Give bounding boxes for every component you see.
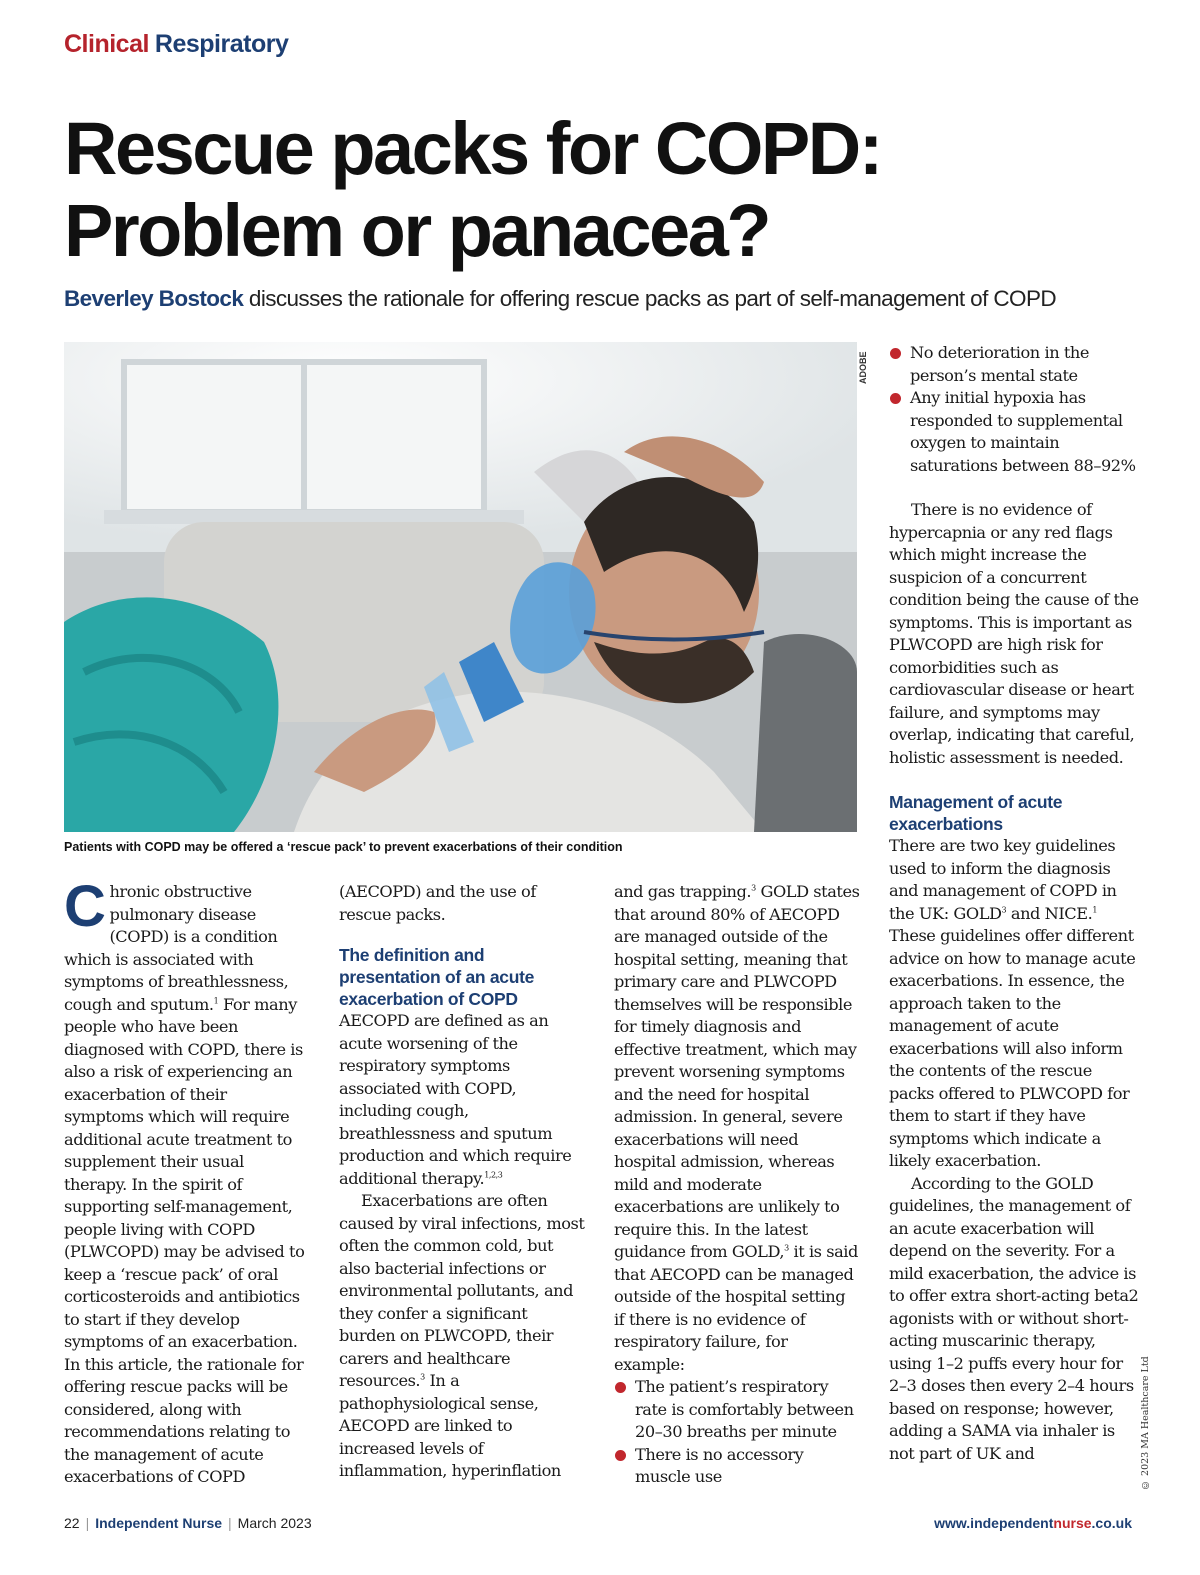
paragraph-text: In a pathophysiological sense, AECOPD are linked to increased levels of inflammation, hyperinflation bbox=[339, 1371, 561, 1480]
paragraph-text: and NICE. bbox=[1006, 903, 1093, 923]
paragraph: (AECOPD) and the use of rescue packs. bbox=[339, 882, 536, 924]
article-title: Rescue packs for COPD: Problem or panacea? bbox=[64, 107, 881, 272]
intro-text-b: For many people who have been diagnosed with COPD, there is also a risk of experiencing an exacerbation of their symptoms which will require additional acute treatment to supplement their usual therapy. In the spirit of supporting self-management, people living with COPD (PLWCOPD) may be advised to keep a ‘rescue pack’ of oral corticosteroids and antibiotics to start if they develop symptoms of an exacerbation. In this article, the rationale for offering rescue packs will be considered, along with recommendations relating to the management of acute exacerbations of COPD bbox=[64, 994, 305, 1486]
photo-caption: Patients with COPD may be offered a ‘rescue pack’ to prevent exacerbations of their condition bbox=[64, 840, 623, 854]
list-item bbox=[889, 387, 1139, 477]
paragraph-text: There are two key guidelines used to inform the diagnosis and management of COPD in the UK: GOLD bbox=[889, 836, 1117, 923]
reference-mark: 1,2,3 bbox=[484, 1170, 503, 1180]
reference-mark: 3 bbox=[784, 1243, 789, 1253]
column-3 bbox=[614, 881, 860, 1489]
list-item-text: No deterioration in the person’s mental state bbox=[910, 343, 1090, 385]
url-part: www.independent bbox=[934, 1515, 1054, 1531]
bullet-dot-icon bbox=[890, 393, 901, 404]
list-item bbox=[614, 1376, 860, 1444]
magazine-name-part: Independent bbox=[95, 1515, 179, 1531]
column-2 bbox=[339, 881, 585, 1483]
photo-credit: ADOBE bbox=[858, 351, 868, 384]
separator: | bbox=[85, 1515, 90, 1531]
reference-mark: 3 bbox=[420, 1372, 425, 1382]
column-4 bbox=[889, 342, 1139, 1465]
author-name: Beverley Bostock bbox=[64, 286, 244, 311]
article-photo bbox=[64, 342, 857, 832]
paragraph bbox=[339, 1190, 585, 1483]
separator: | bbox=[228, 1515, 232, 1531]
paragraph: According to the GOLD guidelines, the management of an acute exacerbation will depend on the severity. For a mild exacerbation, the advice is to offer extra short-acting beta2 agonists with or without short-acting muscarinic therapy, using 1–2 puffs every hour for 2–3 doses then every 2–4 hours based on response; however, adding a SAMA via inhaler is not part of UK and bbox=[889, 1173, 1139, 1463]
column-1 bbox=[64, 874, 308, 1489]
standfirst-text: discusses the rationale for offering rescue packs as part of self-management of COPD bbox=[243, 286, 1057, 311]
list-item bbox=[614, 1444, 860, 1489]
section-heading-definition: The definition and presentation of an acute exacerbation of COPD bbox=[339, 945, 535, 1009]
reference-mark: 1 bbox=[213, 996, 219, 1006]
criteria-list bbox=[614, 1376, 860, 1489]
website-link[interactable] bbox=[934, 1515, 1132, 1531]
intro-text-a: hronic obstructive pulmonary disease (COPD) is a condition which is associated with symptoms of breathlessness, cough and sputum. bbox=[64, 882, 289, 1014]
paragraph-text: These guidelines offer different advice on how to manage acute exacerbations. In essence, the approach taken to the management of acute exacerbations will also inform the contents of the rescue packs offered to PLWCOPD for them to start if they have symptoms which indicate a likely exacerbation. bbox=[889, 926, 1136, 1170]
footer-page-info bbox=[64, 1515, 312, 1531]
bullet-dot-icon bbox=[890, 348, 901, 359]
patient-with-oxygen-mask-illustration bbox=[64, 342, 857, 832]
paragraph-text: Exacerbations are often caused by viral infections, most often the common cold, but also bacterial infections or environmental pollutants, and they confer a significant burden on PLWCOPD, their carers and healthcare resources. bbox=[339, 1191, 585, 1390]
paragraph: There is no evidence of hypercapnia or any red flags which might increase the suspicion of a concurrent condition being the cause of the symptoms. This is important as PLWCOPD are high risk for comorbidities such as cardiovascular disease or heart failure, and symptoms may overlap, indicating that careful, holistic assessment is needed. bbox=[889, 500, 1139, 767]
reference-mark: 3 bbox=[1001, 905, 1007, 915]
reference-mark: 3 bbox=[751, 883, 756, 893]
list-item-text: The patient’s respiratory rate is comfortably between 20–30 breaths per minute bbox=[635, 1377, 854, 1441]
paragraph bbox=[889, 835, 1139, 1173]
criteria-list-continued bbox=[889, 342, 1139, 477]
page-number: 22 bbox=[64, 1515, 80, 1531]
section-kicker bbox=[64, 30, 288, 59]
magazine-name-part: Nurse bbox=[178, 1515, 223, 1531]
standfirst bbox=[64, 286, 1164, 312]
paragraph-text: it is said that AECOPD can be managed outside of the hospital setting if there is no evidence of respiratory failure, for example: bbox=[614, 1242, 858, 1374]
paragraph bbox=[614, 881, 860, 1376]
intro-paragraph bbox=[64, 874, 308, 1489]
url-part: nurse bbox=[1053, 1515, 1092, 1531]
magazine-name bbox=[95, 1515, 222, 1531]
paragraph-text: GOLD states that around 80% of AECOPD are managed outside of the hospital setting, meaning that primary care and PLWCOPD themselves will be responsible for timely diagnosis and effective treatment, which may prevent worsening symptoms and the need for hospital admission. In general, severe exacerbations will need hospital admission, whereas mild and moderate exacerbations are unlikely to require this. In the latest guidance from GOLD, bbox=[614, 882, 860, 1261]
category-label: Respiratory bbox=[154, 30, 289, 58]
list-item bbox=[889, 342, 1139, 387]
url-part: .co.uk bbox=[1091, 1515, 1132, 1531]
drop-cap: C bbox=[64, 874, 106, 939]
reference-mark: 1 bbox=[1092, 905, 1097, 915]
paragraph-text: and gas trapping. bbox=[614, 882, 752, 901]
paragraph bbox=[339, 1010, 585, 1190]
section-label: Clinical bbox=[64, 30, 149, 58]
list-item-text: Any initial hypoxia has responded to supplemental oxygen to maintain saturations between 88–92% bbox=[910, 388, 1136, 475]
bullet-dot-icon bbox=[615, 1450, 626, 1461]
paragraph-text: AECOPD are defined as an acute worsening of the respiratory symptoms associated with COPD, including cough, breathlessness and sputum production and which require additional therapy. bbox=[339, 1011, 572, 1188]
bullet-dot-icon bbox=[615, 1382, 626, 1393]
copyright-notice: © 2023 MA Healthcare Ltd bbox=[1140, 1356, 1151, 1490]
section-heading-management: Management of acute exacerbations bbox=[889, 792, 1063, 834]
issue-date: March 2023 bbox=[237, 1515, 312, 1531]
list-item-text: There is no accessory muscle use bbox=[635, 1444, 804, 1486]
